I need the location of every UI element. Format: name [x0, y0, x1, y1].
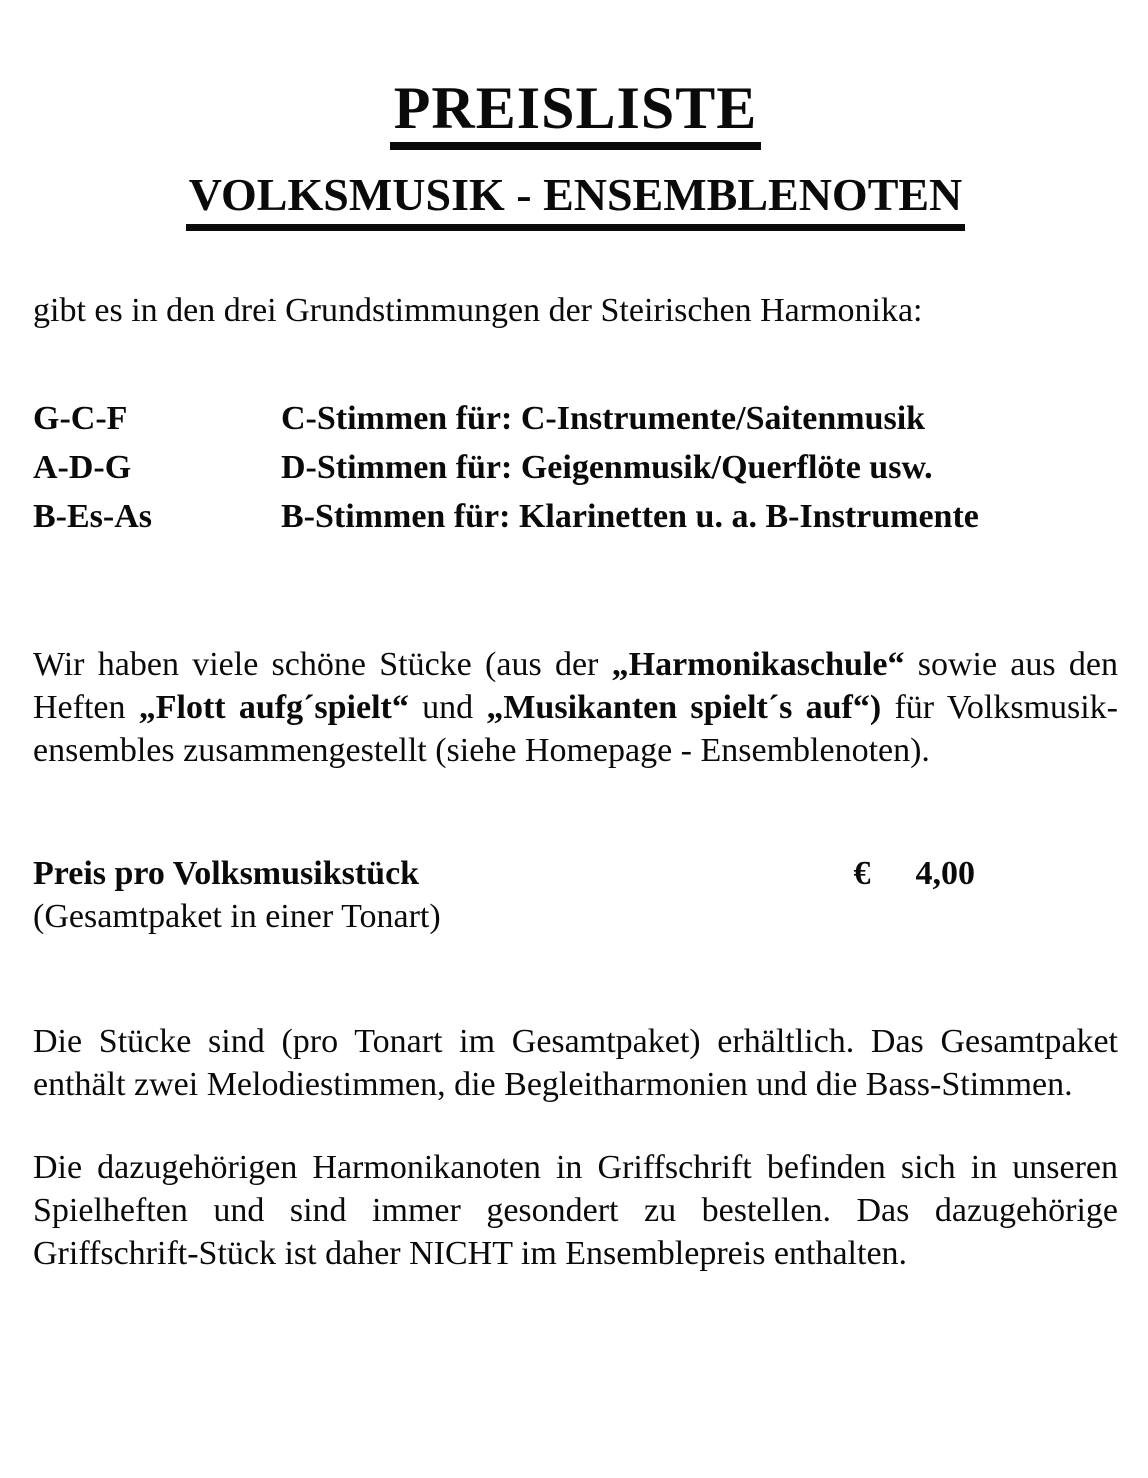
price-label: Preis pro Volksmusikstück [33, 855, 420, 892]
title-block [33, 75, 1118, 150]
price-note: (Gesamtpaket in einer Tonart) [33, 898, 441, 935]
page-subtitle: VOLKSMUSIK - ENSEMBLENOTEN [186, 172, 966, 231]
paragraph-package-contents: Die Stücke sind (pro Tonart im Gesamtpaket) erhältlich. Das Gesamtpaket enthält zwei Melodiestimmen, die Begleitharmonien und die Bass-Stimmen. [33, 1023, 1118, 1103]
intro-line: gibt es in den drei Grundstimmungen der Steirischen Harmonika: [33, 292, 923, 329]
tuning-keys: G-C-F [33, 400, 128, 437]
table-row [33, 394, 1118, 443]
table-row [33, 492, 1118, 541]
tuning-description: D-Stimmen für: Geigenmusik/Querflöte usw. [281, 449, 933, 486]
booklet-name-flott-aufgspielt: „Flott aufg´spielt“ [138, 689, 409, 726]
paragraph-griffschrift-notice: Die dazugehörigen Harmonikanoten in Griffschrift befinden sich in unseren Spielheften und sind immer gesondert zu bestellen. Das dazugehörige Griffschrift-Stück ist daher NICHT im Ensemblepreis enthalten. [33, 1149, 1118, 1272]
price-section [33, 852, 1118, 938]
price-row [33, 852, 1118, 895]
paragraph-segment: für Volksmusik-ensembles zusammengestellt (siehe Homepage - Ensemblenoten). [33, 689, 1119, 769]
paragraph-segment: sowie aus den Heften [33, 646, 1118, 726]
paragraph-segment: und [408, 689, 487, 726]
booklet-name-musikanten-spielts-auf: „Musikanten spielt´s auf“) [486, 689, 882, 726]
euro-currency-symbol: € [853, 855, 871, 892]
table-row [33, 443, 1118, 492]
tuning-table [33, 394, 1118, 541]
tuning-keys: A-D-G [33, 449, 132, 486]
tuning-description: B-Stimmen für: Klarinetten u. a. B-Instrumente [281, 498, 979, 535]
tuning-keys: B-Es-As [33, 498, 153, 535]
page-title: PREISLISTE [390, 78, 762, 150]
booklet-name-harmonikaschule: „Harmonikaschule“ [611, 646, 905, 683]
price-amount: 4,00 [915, 855, 975, 892]
paragraph-pieces-overview [33, 643, 1118, 772]
tuning-description: C-Stimmen für: C-Instrumente/Saitenmusik [281, 400, 926, 437]
paragraph-segment: Wir haben viele schöne Stücke (aus der [33, 646, 612, 683]
subtitle-block [33, 169, 1118, 231]
